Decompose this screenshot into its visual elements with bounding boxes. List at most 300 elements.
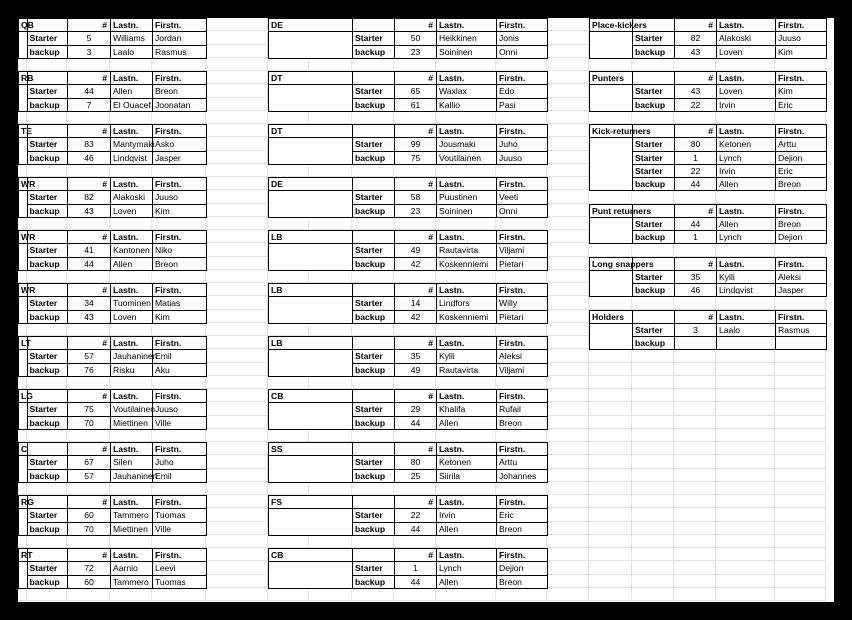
header-number[interactable]: #	[67, 336, 111, 350]
player-lastname[interactable]: Alakoski	[110, 190, 153, 204]
header-blank[interactable]	[352, 495, 395, 509]
player-firstname[interactable]: Dejion	[775, 151, 827, 165]
header-blank[interactable]	[352, 177, 395, 191]
role-label[interactable]: backup	[27, 363, 69, 377]
empty-cell[interactable]	[268, 588, 309, 601]
empty-cell[interactable]	[268, 429, 309, 442]
player-firstname[interactable]: Asko	[152, 137, 207, 151]
empty-cell[interactable]	[674, 389, 716, 402]
player-number[interactable]: 80	[394, 455, 437, 469]
role-label[interactable]: Starter	[27, 455, 69, 469]
empty-cell[interactable]	[775, 469, 826, 482]
player-number[interactable]: 42	[394, 310, 437, 324]
header-blank[interactable]	[632, 71, 675, 85]
empty-cell[interactable]	[206, 363, 268, 376]
header-firstname[interactable]: Firstn.	[496, 442, 548, 456]
player-number[interactable]: 61	[394, 98, 437, 112]
header-lastname[interactable]: Lastn.	[110, 548, 153, 562]
header-number[interactable]: #	[67, 124, 111, 138]
empty-cell[interactable]	[206, 164, 268, 177]
empty-cell[interactable]	[394, 164, 436, 177]
player-number[interactable]: 44	[67, 257, 111, 271]
player-number[interactable]: 1	[674, 151, 717, 165]
empty-cell[interactable]	[206, 429, 268, 442]
block-label-cell[interactable]	[268, 402, 353, 430]
role-label[interactable]: Starter	[632, 151, 675, 165]
empty-cell[interactable]	[394, 323, 436, 336]
header-firstname[interactable]: Firstn.	[152, 18, 207, 32]
empty-cell[interactable]	[436, 270, 496, 283]
header-lastname[interactable]: Lastn.	[436, 124, 497, 138]
block-label-cell[interactable]	[268, 243, 353, 271]
player-firstname[interactable]: Breon	[496, 416, 548, 430]
role-label[interactable]: Starter	[632, 217, 675, 231]
header-number[interactable]: #	[394, 336, 437, 350]
player-lastname[interactable]: Koskenniemi	[436, 310, 497, 324]
header-number[interactable]: #	[394, 124, 437, 138]
header-lastname[interactable]: Lastn.	[436, 18, 497, 32]
empty-cell[interactable]	[775, 535, 826, 548]
role-label[interactable]: Starter	[352, 349, 395, 363]
header-number[interactable]: #	[674, 18, 717, 32]
empty-cell[interactable]	[206, 508, 268, 521]
header-number[interactable]: #	[674, 310, 717, 324]
player-number[interactable]: 43	[67, 204, 111, 218]
empty-cell[interactable]	[674, 190, 716, 203]
player-lastname[interactable]: Lindqvist	[110, 151, 153, 165]
header-lastname[interactable]: Lastn.	[110, 442, 153, 456]
player-lastname[interactable]: Miettinen	[110, 416, 153, 430]
empty-cell[interactable]	[152, 482, 206, 495]
empty-cell[interactable]	[775, 402, 826, 415]
header-firstname[interactable]: Firstn.	[775, 257, 827, 271]
empty-cell[interactable]	[206, 31, 268, 44]
empty-cell[interactable]	[589, 349, 632, 362]
role-label[interactable]: backup	[27, 469, 69, 483]
empty-cell[interactable]	[110, 58, 152, 71]
player-lastname[interactable]: Ketonen	[716, 137, 776, 151]
empty-cell[interactable]	[547, 389, 589, 402]
empty-cell[interactable]	[632, 111, 674, 124]
empty-cell[interactable]	[589, 243, 632, 256]
player-lastname[interactable]: Allen	[110, 84, 153, 98]
empty-cell[interactable]	[496, 217, 547, 230]
empty-cell[interactable]	[268, 217, 309, 230]
empty-cell[interactable]	[589, 58, 632, 71]
position-title[interactable]: QB	[18, 18, 28, 32]
empty-cell[interactable]	[547, 336, 589, 349]
empty-cell[interactable]	[632, 416, 674, 429]
empty-cell[interactable]	[547, 402, 589, 415]
empty-cell[interactable]	[589, 376, 632, 389]
empty-cell[interactable]	[716, 575, 775, 588]
role-label[interactable]: Starter	[632, 270, 675, 284]
player-number[interactable]: 7	[67, 98, 111, 112]
empty-cell[interactable]	[206, 442, 268, 455]
player-number[interactable]: 57	[67, 469, 111, 483]
empty-cell[interactable]	[67, 270, 110, 283]
empty-cell[interactable]	[589, 402, 632, 415]
player-lastname[interactable]: Alakoski	[716, 31, 776, 45]
header-number[interactable]: #	[67, 548, 111, 562]
empty-cell[interactable]	[674, 111, 716, 124]
player-lastname[interactable]: Irvin	[436, 508, 497, 522]
empty-cell[interactable]	[632, 376, 674, 389]
header-blank[interactable]	[27, 495, 69, 509]
player-number[interactable]: 49	[394, 243, 437, 257]
player-number[interactable]: 44	[394, 416, 437, 430]
header-lastname[interactable]: Lastn.	[110, 177, 153, 191]
player-lastname[interactable]: Kantonen	[110, 243, 153, 257]
player-firstname[interactable]: Breon	[775, 177, 827, 191]
empty-cell[interactable]	[309, 429, 352, 442]
player-lastname[interactable]: Laalo	[110, 45, 153, 59]
role-label[interactable]: Starter	[632, 31, 675, 45]
player-firstname[interactable]: Jasper	[152, 151, 207, 165]
empty-cell[interactable]	[775, 548, 826, 561]
role-label[interactable]: Starter	[27, 296, 69, 310]
role-label[interactable]: Starter	[352, 508, 395, 522]
role-label[interactable]: backup	[352, 310, 395, 324]
empty-cell[interactable]	[436, 429, 496, 442]
empty-cell[interactable]	[589, 111, 632, 124]
empty-cell[interactable]	[67, 164, 110, 177]
empty-cell[interactable]	[775, 58, 826, 71]
player-number[interactable]: 43	[67, 310, 111, 324]
player-lastname[interactable]: Miettinen	[110, 522, 153, 536]
empty-cell[interactable]	[547, 98, 589, 111]
empty-cell[interactable]	[352, 376, 394, 389]
empty-cell[interactable]	[352, 323, 394, 336]
empty-cell[interactable]	[547, 190, 589, 203]
header-lastname[interactable]: Lastn.	[436, 230, 497, 244]
player-lastname[interactable]: Tammero	[110, 575, 153, 589]
role-label[interactable]: backup	[352, 363, 395, 377]
header-lastname[interactable]: Lastn.	[110, 230, 153, 244]
empty-cell[interactable]	[67, 482, 110, 495]
empty-cell[interactable]	[589, 363, 632, 376]
empty-cell[interactable]	[775, 190, 826, 203]
player-lastname[interactable]: Kylli	[716, 270, 776, 284]
empty-cell[interactable]	[18, 164, 27, 177]
role-label[interactable]: backup	[27, 522, 69, 536]
empty-cell[interactable]	[110, 429, 152, 442]
player-firstname[interactable]: Eric	[775, 164, 827, 178]
player-lastname[interactable]: Puustinen	[436, 190, 497, 204]
header-firstname[interactable]: Firstn.	[496, 71, 548, 85]
empty-cell[interactable]	[67, 58, 110, 71]
empty-cell[interactable]	[632, 508, 674, 521]
position-title[interactable]: CB	[268, 548, 353, 562]
header-firstname[interactable]: Firstn.	[496, 336, 548, 350]
player-number[interactable]: 76	[67, 363, 111, 377]
empty-cell[interactable]	[206, 243, 268, 256]
player-lastname[interactable]: El Ouacef	[110, 98, 153, 112]
position-title[interactable]: DT	[268, 124, 353, 138]
block-label-cell[interactable]	[268, 508, 353, 536]
player-lastname[interactable]: Soininen	[436, 45, 497, 59]
position-title[interactable]: LB	[268, 230, 353, 244]
player-firstname[interactable]: Eric	[496, 508, 548, 522]
empty-cell[interactable]	[309, 164, 352, 177]
player-lastname[interactable]	[716, 336, 776, 350]
empty-cell[interactable]	[206, 402, 268, 415]
header-number[interactable]: #	[394, 71, 437, 85]
player-firstname[interactable]: Viljami	[496, 243, 548, 257]
role-label[interactable]: Starter	[27, 84, 69, 98]
empty-cell[interactable]	[547, 71, 589, 84]
empty-cell[interactable]	[775, 429, 826, 442]
player-number[interactable]: 1	[674, 230, 717, 244]
player-number[interactable]: 25	[394, 469, 437, 483]
position-title[interactable]: WR	[18, 230, 28, 244]
empty-cell[interactable]	[394, 429, 436, 442]
player-lastname[interactable]: Lindfors	[436, 296, 497, 310]
header-blank[interactable]	[352, 18, 395, 32]
player-number[interactable]: 75	[67, 402, 111, 416]
header-blank[interactable]	[352, 389, 395, 403]
role-label[interactable]: Starter	[27, 561, 69, 575]
player-number[interactable]: 70	[67, 416, 111, 430]
position-title[interactable]: Punt returners	[589, 204, 633, 218]
header-blank[interactable]	[352, 442, 395, 456]
header-number[interactable]: #	[67, 71, 111, 85]
player-number[interactable]: 22	[674, 164, 717, 178]
player-firstname[interactable]: Onni	[496, 204, 548, 218]
player-lastname[interactable]: Siirila	[436, 469, 497, 483]
empty-cell[interactable]	[268, 270, 309, 283]
empty-cell[interactable]	[632, 455, 674, 468]
empty-cell[interactable]	[18, 111, 27, 124]
empty-cell[interactable]	[268, 111, 309, 124]
empty-cell[interactable]	[632, 349, 674, 362]
player-number[interactable]: 99	[394, 137, 437, 151]
player-lastname[interactable]: Loven	[716, 84, 776, 98]
empty-cell[interactable]	[27, 535, 68, 548]
empty-cell[interactable]	[436, 323, 496, 336]
role-label[interactable]: backup	[352, 98, 395, 112]
empty-cell[interactable]	[27, 111, 68, 124]
empty-cell[interactable]	[547, 508, 589, 521]
role-label[interactable]: backup	[27, 45, 69, 59]
player-number[interactable]: 35	[674, 270, 717, 284]
empty-cell[interactable]	[547, 177, 589, 190]
empty-cell[interactable]	[547, 111, 589, 124]
player-lastname[interactable]: Loven	[110, 310, 153, 324]
player-firstname[interactable]: Viljami	[496, 363, 548, 377]
header-number[interactable]: #	[394, 495, 437, 509]
empty-cell[interactable]	[589, 296, 632, 309]
empty-cell[interactable]	[110, 376, 152, 389]
header-firstname[interactable]: Firstn.	[152, 495, 207, 509]
role-label[interactable]: Starter	[27, 137, 69, 151]
player-firstname[interactable]: Kim	[775, 45, 827, 59]
empty-cell[interactable]	[632, 363, 674, 376]
position-title[interactable]: Long snappers	[589, 257, 633, 271]
empty-cell[interactable]	[309, 482, 352, 495]
player-firstname[interactable]: Breon	[496, 522, 548, 536]
empty-cell[interactable]	[775, 349, 826, 362]
role-label[interactable]: Starter	[27, 190, 69, 204]
empty-cell[interactable]	[206, 177, 268, 190]
header-firstname[interactable]: Firstn.	[152, 389, 207, 403]
empty-cell[interactable]	[632, 190, 674, 203]
empty-cell[interactable]	[436, 111, 496, 124]
player-number[interactable]: 83	[67, 137, 111, 151]
role-label[interactable]: Starter	[632, 164, 675, 178]
player-firstname[interactable]: Niko	[152, 243, 207, 257]
player-lastname[interactable]: Rautavirta	[436, 363, 497, 377]
empty-cell[interactable]	[352, 429, 394, 442]
header-firstname[interactable]: Firstn.	[775, 310, 827, 324]
empty-cell[interactable]	[152, 376, 206, 389]
empty-cell[interactable]	[716, 561, 775, 574]
empty-cell[interactable]	[309, 270, 352, 283]
header-number[interactable]: #	[394, 283, 437, 297]
player-firstname[interactable]: Leevi	[152, 561, 207, 575]
empty-cell[interactable]	[674, 455, 716, 468]
header-lastname[interactable]: Lastn.	[436, 389, 497, 403]
empty-cell[interactable]	[496, 270, 547, 283]
empty-cell[interactable]	[775, 508, 826, 521]
block-label-cell[interactable]	[268, 31, 353, 59]
empty-cell[interactable]	[152, 217, 206, 230]
header-blank[interactable]	[352, 230, 395, 244]
empty-cell[interactable]	[309, 323, 352, 336]
empty-cell[interactable]	[268, 482, 309, 495]
empty-cell[interactable]	[674, 508, 716, 521]
empty-cell[interactable]	[632, 548, 674, 561]
block-label-cell[interactable]	[589, 323, 633, 351]
position-title[interactable]: WR	[18, 283, 28, 297]
empty-cell[interactable]	[152, 535, 206, 548]
role-label[interactable]: Starter	[352, 137, 395, 151]
player-number[interactable]: 60	[67, 508, 111, 522]
empty-cell[interactable]	[496, 429, 547, 442]
role-label[interactable]: backup	[352, 416, 395, 430]
player-number[interactable]: 44	[674, 177, 717, 191]
empty-cell[interactable]	[309, 535, 352, 548]
empty-cell[interactable]	[110, 482, 152, 495]
empty-cell[interactable]	[674, 363, 716, 376]
empty-cell[interactable]	[27, 588, 68, 601]
player-number[interactable]: 42	[394, 257, 437, 271]
empty-cell[interactable]	[206, 230, 268, 243]
player-firstname[interactable]: Kim	[152, 310, 207, 324]
player-firstname[interactable]: Emil	[152, 469, 207, 483]
role-label[interactable]: Starter	[352, 402, 395, 416]
empty-cell[interactable]	[110, 588, 152, 601]
player-firstname[interactable]: Juho	[152, 455, 207, 469]
empty-cell[interactable]	[547, 270, 589, 283]
player-lastname[interactable]: Allen	[436, 522, 497, 536]
header-blank[interactable]	[27, 71, 69, 85]
empty-cell[interactable]	[352, 111, 394, 124]
empty-cell[interactable]	[589, 442, 632, 455]
player-lastname[interactable]: Koskenniemi	[436, 257, 497, 271]
empty-cell[interactable]	[632, 575, 674, 588]
player-firstname[interactable]: Arttu	[775, 137, 827, 151]
empty-cell[interactable]	[547, 522, 589, 535]
empty-cell[interactable]	[589, 455, 632, 468]
empty-cell[interactable]	[206, 535, 268, 548]
player-firstname[interactable]: Juho	[496, 137, 548, 151]
empty-cell[interactable]	[589, 548, 632, 561]
empty-cell[interactable]	[716, 243, 775, 256]
block-label-cell[interactable]	[589, 31, 633, 59]
role-label[interactable]: backup	[632, 98, 675, 112]
empty-cell[interactable]	[547, 283, 589, 296]
role-label[interactable]: backup	[352, 469, 395, 483]
empty-cell[interactable]	[18, 323, 27, 336]
empty-cell[interactable]	[206, 376, 268, 389]
player-lastname[interactable]: Khalifa	[436, 402, 497, 416]
block-label-cell[interactable]	[589, 270, 633, 298]
header-blank[interactable]	[632, 18, 675, 32]
empty-cell[interactable]	[152, 270, 206, 283]
empty-cell[interactable]	[632, 296, 674, 309]
empty-cell[interactable]	[547, 296, 589, 309]
player-number[interactable]: 43	[674, 45, 717, 59]
player-firstname[interactable]: Emil	[152, 349, 207, 363]
empty-cell[interactable]	[394, 111, 436, 124]
header-lastname[interactable]: Lastn.	[110, 124, 153, 138]
empty-cell[interactable]	[309, 376, 352, 389]
player-number[interactable]: 44	[67, 84, 111, 98]
player-firstname[interactable]: Johannes	[496, 469, 548, 483]
empty-cell[interactable]	[775, 363, 826, 376]
empty-cell[interactable]	[309, 217, 352, 230]
player-firstname[interactable]: Aleksi	[496, 349, 548, 363]
header-number[interactable]: #	[67, 283, 111, 297]
player-firstname[interactable]: Pietari	[496, 257, 548, 271]
player-firstname[interactable]: Edo	[496, 84, 548, 98]
player-firstname[interactable]: Juuso	[775, 31, 827, 45]
empty-cell[interactable]	[206, 137, 268, 150]
empty-cell[interactable]	[67, 376, 110, 389]
empty-cell[interactable]	[496, 111, 547, 124]
position-title[interactable]: TE	[18, 124, 28, 138]
player-lastname[interactable]: Lynch	[436, 561, 497, 575]
role-label[interactable]: backup	[352, 151, 395, 165]
empty-cell[interactable]	[27, 217, 68, 230]
empty-cell[interactable]	[775, 243, 826, 256]
header-firstname[interactable]: Firstn.	[775, 204, 827, 218]
role-label[interactable]: Starter	[27, 349, 69, 363]
empty-cell[interactable]	[18, 217, 27, 230]
empty-cell[interactable]	[436, 588, 496, 601]
player-number[interactable]: 29	[394, 402, 437, 416]
empty-cell[interactable]	[775, 575, 826, 588]
empty-cell[interactable]	[206, 283, 268, 296]
empty-cell[interactable]	[206, 124, 268, 137]
header-lastname[interactable]: Lastn.	[716, 257, 776, 271]
header-number[interactable]: #	[674, 71, 717, 85]
header-blank[interactable]	[27, 336, 69, 350]
empty-cell[interactable]	[547, 363, 589, 376]
empty-cell[interactable]	[716, 376, 775, 389]
empty-cell[interactable]	[18, 429, 27, 442]
player-firstname[interactable]: Tuomas	[152, 575, 207, 589]
empty-cell[interactable]	[206, 561, 268, 574]
empty-cell[interactable]	[206, 469, 268, 482]
header-blank[interactable]	[632, 257, 675, 271]
empty-cell[interactable]	[152, 164, 206, 177]
empty-cell[interactable]	[775, 389, 826, 402]
header-firstname[interactable]: Firstn.	[152, 548, 207, 562]
position-title[interactable]: RT	[18, 548, 28, 562]
player-lastname[interactable]: Allen	[436, 416, 497, 430]
